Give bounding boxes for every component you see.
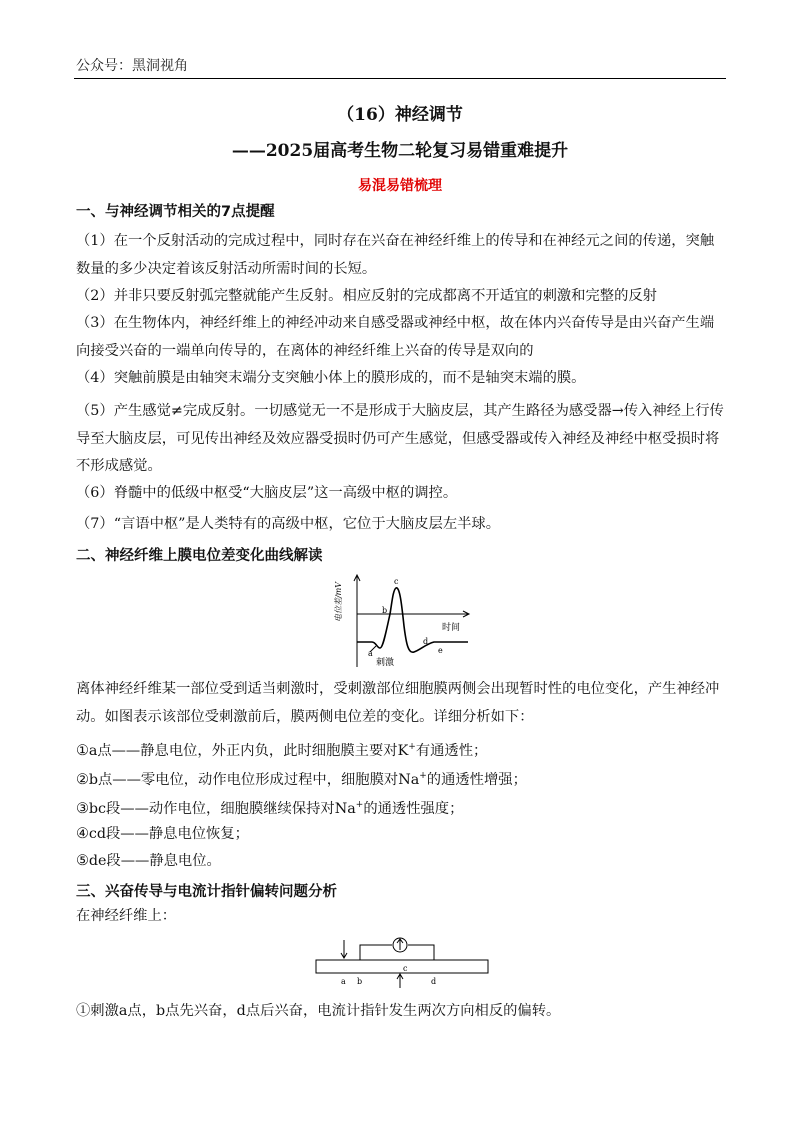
sec2-item-3-sup: + [355,800,364,810]
point-a-label: a [341,977,346,986]
sec1-item-4: （4）突触前膜是由轴突末端分支突触小体上的膜形成的，而不是轴突末端的膜。 [76,370,586,386]
sec1-item-2: （2）并非只要反射弧完整就能产生反射。相应反射的完成都离不开适宜的刺激和完整的反射 [76,288,657,304]
y-axis-label: 电位差/mV [334,581,343,623]
galvanometer-figure [312,936,492,992]
point-d-label: d [423,637,429,646]
doc-title: （16）神经调节 [337,105,463,125]
doc-subtitle: ——2025届高考生物二轮复习易错重难提升 [231,141,569,161]
point-e-label: e [438,646,443,655]
sec1-item-1: （1）在一个反射活动的完成过程中，同时存在兴奋在神经纤维上的传导和在神经元之间的传递，突触数量的多少决定着该反射活动所需时间的长短。 [76,233,715,277]
sec2-item-1-tail: 有通透性； [415,742,488,759]
left-electrode-wire [360,945,392,960]
sec2-item-1-sup: + [408,742,416,752]
sec2-item-5-text: ⑤de段——静息电位。 [76,853,221,869]
sec2-item-3-tail: 的通透性强度； [363,800,464,817]
right-electrode-wire [408,945,434,960]
sec2-item-2-sup: + [419,771,427,781]
point-d-label: d [431,977,437,986]
sec2-item-3-text: ③bc段——动作电位，细胞膜继续保持对Na [76,800,356,817]
point-a-label: a [368,649,373,658]
sec2-item-2-text: ②b点——零电位，动作电位形成过程中，细胞膜对Na [76,771,420,788]
sec2-item-2-tail: 的通透性增强； [426,771,527,788]
sec2-item-2 [76,763,726,794]
sec1-item-5: （5）产生感觉≠完成反射。一切感觉无一不是形成于大脑皮层，其产生路径为感受器→传入神经上行传导至大脑皮层，可见传出神经及效应器受损时仍可产生感觉，但感受器或传入神经及神经中枢受损时将不形成感觉。 [76,403,724,474]
section-3-heading: 三、兴奋传导与电流计指针偏转问题分析 [76,884,337,900]
sec3-item-1: ①刺激a点，b点先兴奋，d点后兴奋，电流计指针发生两次方向相反的偏转。 [76,1003,561,1019]
point-b-label: b [382,606,388,615]
point-c-label: c [394,577,399,586]
sec2-item-3 [76,792,726,823]
sec2-item-4-text: ④cd段——静息电位恢复； [76,826,249,842]
sec1-item-6: （6）脊髓中的低级中枢受“大脑皮层”这一高级中枢的调控。 [76,485,458,501]
watermark: 公众号：黑洞视角 [76,58,188,74]
sec2-item-1-text: ①a点——静息电位，外正内负，此时细胞膜主要对K [76,742,409,759]
potential-curve [357,588,468,652]
point-c-label: c [403,964,408,973]
sec2-item-4 [76,821,726,849]
sec2-intro: 离体神经纤维某一部位受到适当刺激时，受刺激部位细胞膜两侧会出现暂时性的电位变化，产生神经冲动。如图表示该部位受刺激前后，膜两侧电位差的变化。详细分析如下： [76,681,720,725]
sec2-item-5 [76,848,726,876]
section-2-heading: 二、神经纤维上膜电位差变化曲线解读 [76,548,323,564]
sec3-line-1: 在神经纤维上： [76,908,177,924]
section-label: 易混易错梳理 [358,178,442,194]
membrane-potential-figure [330,572,475,670]
section-1-heading: 一、与神经调节相关的7点提醒 [76,204,275,220]
sec1-item-7: （7）“言语中枢”是人类特有的高级中枢，它位于大脑皮层左半球。 [76,516,501,532]
nerve-fiber [316,960,488,973]
sec2-item-1 [76,734,726,765]
sec1-item-3: （3）在生物体内，神经纤维上的神经冲动来自感受器或神经中枢，故在体内兴奋传导是由兴奋产生端向接受兴奋的一端单向传导的，在离体的神经纤维上兴奋的传导是双向的 [76,315,715,359]
header-rule [74,78,726,79]
point-b-label: b [357,977,363,986]
x-axis-label: 时间 [442,623,461,633]
stimulus-label: 刺激 [376,658,395,668]
